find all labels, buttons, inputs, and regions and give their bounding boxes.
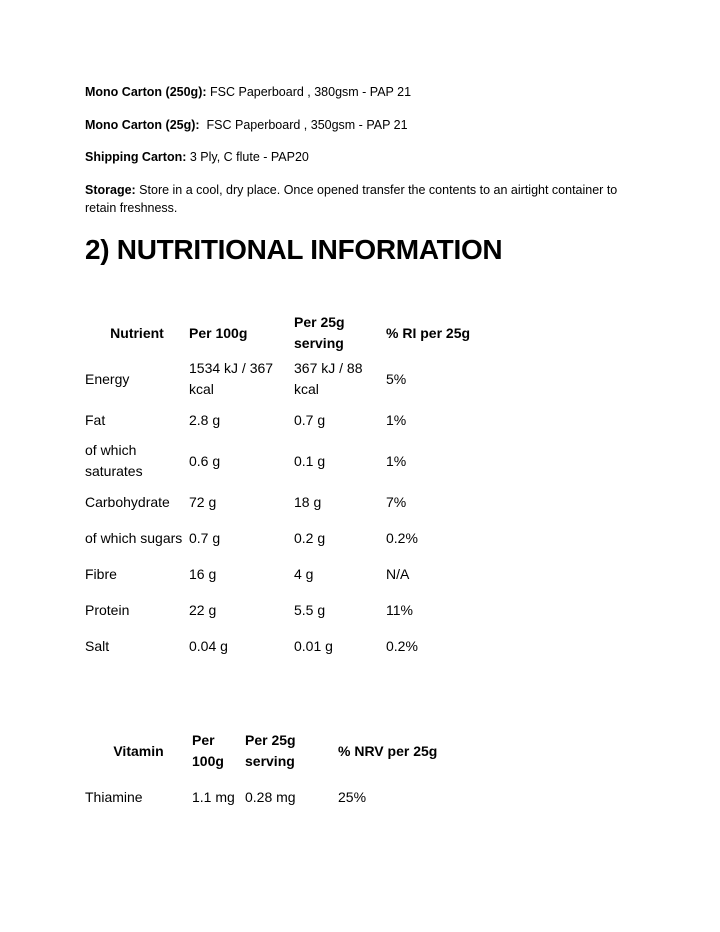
vitamin-name: Thiamine (85, 788, 143, 805)
per-100g-value: 16 g (189, 565, 217, 582)
per-100g-value: 0.04 g (189, 637, 228, 654)
nutrition-header-row (85, 310, 486, 356)
vitamin-per-serving-header: Per 25g serving (245, 732, 296, 769)
ri-header: % RI per 25g (386, 324, 471, 341)
storage-value: Store in a cool, dry place. Once opened transfer the contents to an airtight container to retain freshness. (85, 183, 618, 215)
mono-carton-250-value: FSC Paperboard , 380gsm - PAP 21 (206, 85, 412, 99)
table-row (85, 592, 486, 628)
shipping-carton-value: 3 Ply, C flute - PAP20 (186, 150, 309, 164)
mono-carton-250-label: Mono Carton (250g): (85, 85, 207, 99)
per-serving-value: 0.1 g (294, 452, 326, 469)
nutrient-name: of which saturates (85, 442, 143, 479)
per-100g-value: 1534 kJ / 367 kcal (189, 360, 274, 397)
vitamin-table (85, 728, 478, 820)
ri-value: 11% (386, 601, 413, 618)
table-row (85, 356, 486, 402)
mono-carton-250-line (85, 83, 645, 101)
nutrient-name: Protein (85, 601, 130, 618)
per-serving-value: 0.2 g (294, 529, 326, 546)
nutrient-name: Energy (85, 370, 130, 387)
nutrition-table (85, 310, 486, 664)
nutrient-name: Fibre (85, 565, 117, 582)
per-serving-value: 18 g (294, 493, 322, 510)
storage-label: Storage: (85, 183, 136, 197)
per-serving-value: 5.5 g (294, 601, 326, 618)
ri-value: 1% (386, 411, 407, 428)
nutrient-header: Nutrient (110, 324, 164, 341)
mono-carton-25-label: Mono Carton (25g): (85, 118, 200, 132)
nutrient-name: of which sugars (85, 529, 183, 546)
mono-carton-25-value: FSC Paperboard , 350gsm - PAP 21 (199, 118, 408, 132)
table-row (85, 556, 486, 592)
section-heading: 2) NUTRITIONAL INFORMATION (85, 234, 503, 265)
nutrient-name: Fat (85, 411, 106, 428)
vitamin-header: Vitamin (113, 742, 164, 759)
nutrient-name: Carbohydrate (85, 493, 170, 510)
ri-value: 0.2% (386, 529, 418, 546)
per-serving-value: 4 g (294, 565, 314, 582)
mono-carton-25-line (85, 116, 645, 134)
per-100g-header: Per 100g (189, 324, 248, 341)
storage-line (85, 181, 645, 217)
per-100g-value: 2.8 g (189, 411, 221, 428)
vitamin-per-100g-value: 1.1 mg (192, 788, 235, 805)
nutrient-name: Salt (85, 637, 110, 654)
table-row (85, 438, 486, 484)
nrv-value: 25% (338, 788, 367, 805)
table-row (85, 402, 486, 438)
shipping-carton-label: Shipping Carton: (85, 150, 187, 164)
nrv-header: % NRV per 25g (338, 742, 438, 759)
per-100g-value: 72 g (189, 493, 217, 510)
table-row (85, 520, 486, 556)
per-serving-value: 0.7 g (294, 411, 326, 428)
ri-value: 5% (386, 370, 407, 387)
per-serving-header: Per 25g serving (294, 314, 345, 351)
vitamin-header-row (85, 728, 478, 774)
ri-value: 7% (386, 493, 407, 510)
per-100g-value: 22 g (189, 601, 217, 618)
table-row (85, 774, 478, 820)
ri-value: 0.2% (386, 637, 418, 654)
per-100g-value: 0.6 g (189, 452, 221, 469)
table-row (85, 628, 486, 664)
per-100g-value: 0.7 g (189, 529, 221, 546)
per-serving-value: 367 kJ / 88 kcal (294, 360, 363, 397)
vitamin-per-serving-value: 0.28 mg (245, 788, 296, 805)
per-serving-value: 0.01 g (294, 637, 333, 654)
table-row (85, 484, 486, 520)
ri-value: N/A (386, 565, 410, 582)
shipping-carton-line (85, 148, 645, 166)
vitamin-per-100g-header: Per 100g (192, 732, 224, 769)
ri-value: 1% (386, 452, 407, 469)
